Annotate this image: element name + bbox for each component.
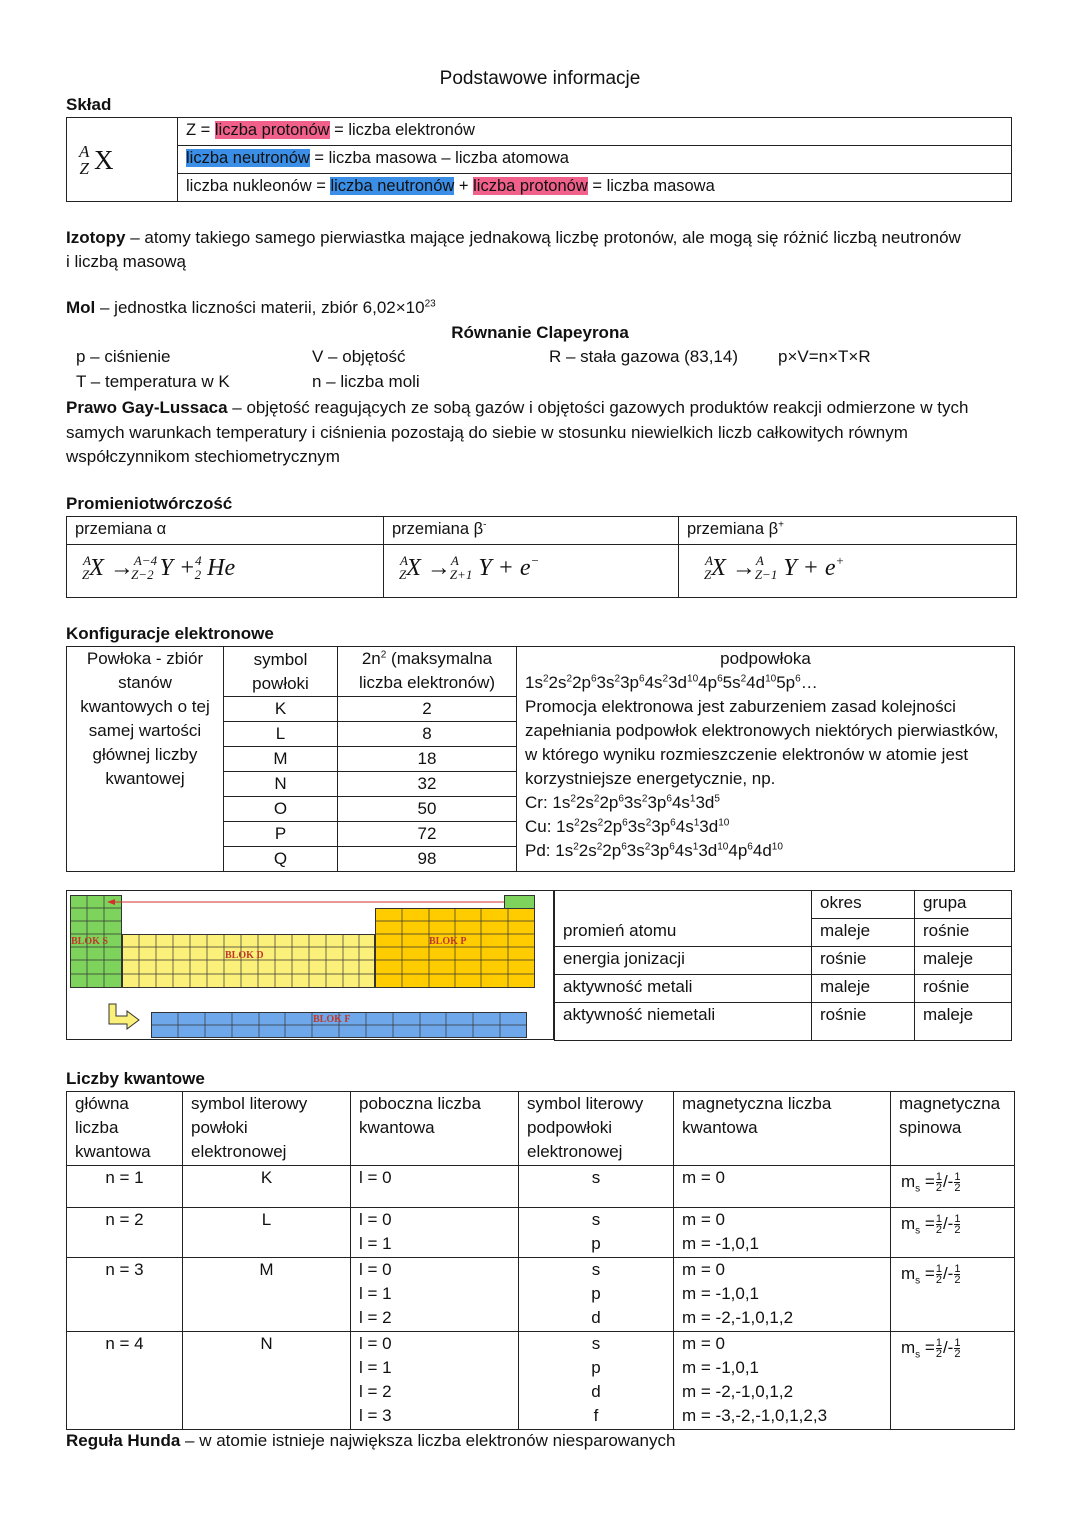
ms-value: $m_s$ = $\frac{1}{2}$ /- $\frac{1}{2}$ xyxy=(901,1263,961,1287)
qn-shell: N xyxy=(183,1332,351,1430)
symbol-o: O xyxy=(224,797,338,822)
symbol-l: L xyxy=(224,722,338,747)
header-grupa: grupa xyxy=(915,891,1012,919)
sklad-row-nucleons: liczba nukleonów = liczba neutronów + liczba protonów = liczba masowa xyxy=(178,174,1012,202)
clapeyron-v: V – objętość xyxy=(312,347,406,366)
qn-l: l = 0 l = 1 l = 2 xyxy=(351,1258,519,1332)
max-o: 50 xyxy=(338,797,517,822)
qn-m: m = 0 m = -1,0,1 m = -2,-1,0,1,2 xyxy=(674,1258,891,1332)
qn-ms xyxy=(891,1208,1015,1258)
nuclide-notation: A Z X xyxy=(67,118,178,202)
symbol-p: P xyxy=(224,822,338,847)
qn-shell: L xyxy=(183,1208,351,1258)
sklad-row-z: Z = liczba protonów = liczba elektronów xyxy=(178,118,1012,146)
alpha-header: przemiana α xyxy=(67,517,384,545)
qn-ms xyxy=(891,1258,1015,1332)
max-k: 2 xyxy=(338,697,517,722)
max-electrons-header: $2n^2$ (maksymalna liczba elektronów) xyxy=(338,647,517,697)
clapeyron-p: p – ciśnienie xyxy=(76,347,171,366)
quantum-table xyxy=(66,1091,1015,1430)
mol-paragraph: Mol – jednostka liczności materii, zbiór $6,02\times 10^{23}$ xyxy=(66,298,436,317)
beta-minus-header: przemiana β- xyxy=(384,517,679,545)
ms-value: $m_s$ = $\frac{1}{2}$ /- $\frac{1}{2}$ xyxy=(901,1213,961,1237)
qn-l: l = 0 l = 1 xyxy=(351,1208,519,1258)
gay-lussac-paragraph: Prawo Gay-Lussaca – objętość reagujących ze sobą gazów i objętości gazowych produktów reakcji odmierzone w tych samych warunkach temperatury i ciśnienia pozostają do siebie w stosunku niewielkich liczb całkowitych równym współczynnikom stechiometrycznym xyxy=(66,398,969,466)
konfiguracje-heading: Konfiguracje elektronowe xyxy=(66,624,274,643)
trend-label: aktywność niemetali xyxy=(555,1003,812,1041)
periodic-table-diagram xyxy=(66,890,554,1040)
powloka-description: Powłoka - zbiór stanów kwantowych o tej samej wartości głównej liczby kwantowej xyxy=(67,647,224,872)
qn-l: l = 0 xyxy=(351,1166,519,1208)
qn-shell: M xyxy=(183,1258,351,1332)
max-p: 72 xyxy=(338,822,517,847)
header-l: poboczna liczba kwantowa xyxy=(351,1092,519,1166)
block-d-label: BLOK D xyxy=(225,950,264,961)
header-shell: symbol literowy powłoki elektronowej xyxy=(183,1092,351,1166)
trend-grupa: rośnie xyxy=(915,919,1012,947)
qn-sub: s p d f xyxy=(519,1332,674,1430)
qn-m: m = 0 xyxy=(674,1166,891,1208)
sklad-row-neutrons: liczba neutronów = liczba masowa – liczba atomowa xyxy=(178,146,1012,174)
podpowloka-cell: podpowłoka $1s^22s^22p^63s^23p^64s^23d^{10}4p^65s^24d^{10}5p^6\dots$ Promocja elektronowa jest zaburzeniem zasad kolejności zapełniania podpowłok elektronowych niektórych pierwiastków, w którego wyniku rozmieszczenie elektronów w atomie jest korzystniejsze energetycznie, np. Cr: $1s^22s^22p^63s^23p^64s^13d^5$ Cu: $1s^22s^22p^63s^23p^64s^13d^{10}$ Pd: $1s^22s^22p^63s^23p^64s^13d^{10}4p^64d^{10}$ xyxy=(517,647,1015,872)
izotopy-paragraph: Izotopy – atomy takiego samego pierwiastka mające jednakową liczbę protonów, ale mogą się różnić liczbą neutronów i liczbą masową xyxy=(66,228,961,271)
trend-label: promień atomu xyxy=(555,919,812,947)
beta-minus-equation: $^A$ZX →$^A$Z+1 Y + e− xyxy=(384,545,679,598)
clapeyron-r: R – stała gazowa (83,14) xyxy=(549,347,738,366)
page-title: Podstawowe informacje xyxy=(439,68,641,89)
qn-sub: s p d xyxy=(519,1258,674,1332)
clapeyron-title: Równanie Clapeyrona xyxy=(451,323,629,342)
symbol-header: symbol powłoki xyxy=(224,647,338,697)
trend-okres: maleje xyxy=(812,919,915,947)
ms-value: $m_s$ = $\frac{1}{2}$ /- $\frac{1}{2}$ xyxy=(901,1171,961,1195)
hund-paragraph: Reguła Hunda – w atomie istnieje największa liczba elektronów niesparowanych xyxy=(66,1431,676,1450)
block-p-label: BLOK P xyxy=(429,936,467,947)
trend-okres: rośnie xyxy=(812,1003,915,1041)
trend-label: energia jonizacji xyxy=(555,947,812,975)
trend-okres: rośnie xyxy=(812,947,915,975)
trend-grupa: maleje xyxy=(915,947,1012,975)
qn-n: n = 4 xyxy=(67,1332,183,1430)
qn-ms xyxy=(891,1166,1015,1208)
block-s-label: BLOK S xyxy=(71,936,108,947)
sklad-heading: Skład xyxy=(66,95,112,114)
max-q: 98 xyxy=(338,847,517,872)
header-subshell: symbol literowy podpowłoki elektronowej xyxy=(519,1092,674,1166)
max-l: 8 xyxy=(338,722,517,747)
qn-m: m = 0 m = -1,0,1 m = -2,-1,0,1,2 m = -3,-2,-1,0,1,2,3 xyxy=(674,1332,891,1430)
qn-n: n = 2 xyxy=(67,1208,183,1258)
block-f-label: BLOK F xyxy=(313,1014,351,1025)
alpha-equation: $^A$ZX →$^{A-4}$Z−2 Y +$^4$2 He xyxy=(67,545,384,598)
symbol-n: N xyxy=(224,772,338,797)
qn-shell: K xyxy=(183,1166,351,1208)
sklad-table xyxy=(66,117,1012,202)
header-m: magnetyczna liczba kwantowa xyxy=(674,1092,891,1166)
trend-grupa: maleje xyxy=(915,1003,1012,1041)
symbol-m: M xyxy=(224,747,338,772)
max-n: 32 xyxy=(338,772,517,797)
header-ms: magnetyczna spinowa xyxy=(891,1092,1015,1166)
trend-okres: maleje xyxy=(812,975,915,1003)
header-n: główna liczba kwantowa xyxy=(67,1092,183,1166)
symbol-q: Q xyxy=(224,847,338,872)
qn-l: l = 0 l = 1 l = 2 l = 3 xyxy=(351,1332,519,1430)
qn-n: n = 1 xyxy=(67,1166,183,1208)
qn-n: n = 3 xyxy=(67,1258,183,1332)
config-table xyxy=(66,646,1015,872)
qn-m: m = 0 m = -1,0,1 xyxy=(674,1208,891,1258)
symbol-k: K xyxy=(224,697,338,722)
beta-plus-equation: $^A$ZX →$^A$Z−1 Y + e+ xyxy=(679,545,1017,598)
decay-table xyxy=(66,516,1017,598)
clapeyron-formula: p×V=n×T×R xyxy=(778,347,871,366)
clapeyron-t: T – temperatura w K xyxy=(76,372,230,391)
kwantowe-heading: Liczby kwantowe xyxy=(66,1069,205,1088)
ms-value: $m_s$ = $\frac{1}{2}$ /- $\frac{1}{2}$ xyxy=(901,1337,961,1361)
qn-sub: s p xyxy=(519,1208,674,1258)
promieniotworczosc-heading: Promieniotwórczość xyxy=(66,494,233,513)
header-okres: okres xyxy=(812,891,915,919)
qn-sub: s xyxy=(519,1166,674,1208)
trend-grupa: rośnie xyxy=(915,975,1012,1003)
grid-lines xyxy=(67,891,555,1041)
qn-ms xyxy=(891,1332,1015,1430)
clapeyron-n: n – liczba moli xyxy=(312,372,420,391)
beta-plus-header: przemiana β+ xyxy=(679,517,1017,545)
max-m: 18 xyxy=(338,747,517,772)
trends-table xyxy=(554,890,1012,1041)
trend-label: aktywność metali xyxy=(555,975,812,1003)
